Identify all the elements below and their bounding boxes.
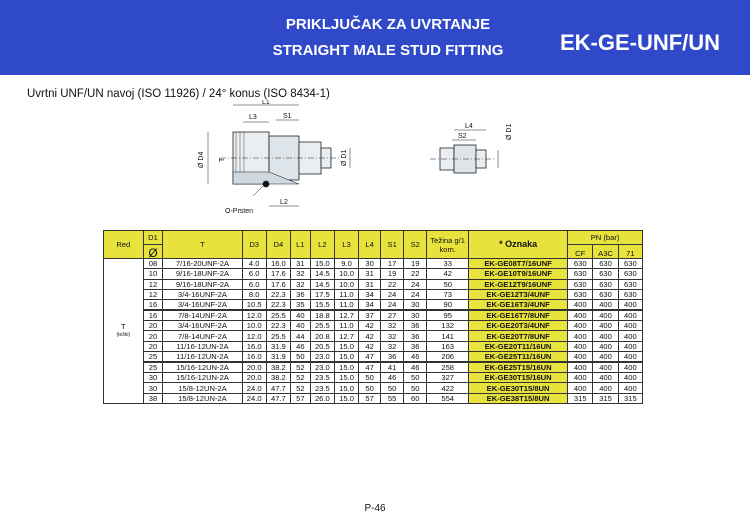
table-cell: 10: [143, 269, 163, 279]
label-l2: L2: [280, 199, 288, 206]
table-cell: 31.9: [266, 352, 290, 363]
table-cell: 15.0: [334, 352, 358, 363]
table-row: [104, 310, 643, 321]
table-cell: 22.3: [266, 300, 290, 311]
table-cell: 50: [381, 383, 404, 393]
table-cell: 14.5: [310, 279, 334, 289]
order-code-cell: EK-GE25T15/16UN: [469, 362, 568, 373]
table-cell: 60: [404, 393, 427, 403]
table-cell: 44: [290, 331, 310, 341]
table-cell: 20: [143, 341, 163, 351]
table-cell: 630: [618, 259, 642, 269]
table-cell: 7/8-14UNF-2A: [163, 310, 242, 321]
table-cell: 25: [143, 352, 163, 363]
table-cell: 57: [359, 393, 381, 403]
table-cell: 6.0: [242, 269, 266, 279]
table-cell: 19: [381, 269, 404, 279]
table-cell: 24: [404, 289, 427, 299]
spec-table-body: [104, 259, 643, 404]
table-cell: 16: [143, 310, 163, 321]
table-cell: 12.7: [334, 310, 358, 321]
table-cell: 11/16-12UN-2A: [163, 352, 242, 363]
order-code-cell: EK-GE20T7/8UNF: [469, 331, 568, 341]
table-cell: 47: [359, 362, 381, 373]
series-note: (teški): [116, 331, 131, 338]
label-s2: S2: [458, 133, 467, 140]
label-d1: Ø D1: [341, 149, 348, 166]
series-cell: [104, 259, 144, 404]
header-d3: D3: [242, 231, 266, 259]
header-d4: D4: [266, 231, 290, 259]
table-row: [104, 289, 643, 299]
label-d4: Ø D4: [198, 151, 205, 168]
table-cell: 30: [404, 310, 427, 321]
label-s1: S1: [283, 113, 292, 120]
table-cell: 16.0: [266, 259, 290, 269]
table-row: [104, 269, 643, 279]
table-cell: 206: [427, 352, 469, 363]
table-cell: 400: [568, 300, 593, 311]
table-row: [104, 341, 643, 351]
order-code-cell: EK-GE38T15/8UN: [469, 393, 568, 403]
table-cell: 7/8-14UNF-2A: [163, 331, 242, 341]
table-cell: 34: [359, 289, 381, 299]
header-cf: CF: [568, 245, 593, 259]
table-cell: 400: [593, 383, 618, 393]
order-code-cell: EK-GE16T3/4UNF: [469, 300, 568, 311]
table-row: [104, 300, 643, 311]
table-cell: 35: [290, 300, 310, 311]
table-cell: 400: [618, 341, 642, 351]
table-cell: 15.5: [310, 300, 334, 311]
table-cell: 12: [143, 279, 163, 289]
table-cell: 26.0: [310, 393, 334, 403]
header-71: 71: [618, 245, 642, 259]
header-l2: L2: [310, 231, 334, 259]
table-cell: 630: [593, 269, 618, 279]
table-cell: 400: [568, 321, 593, 331]
table-cell: 31.9: [266, 341, 290, 351]
product-code: EK-GE-UNF/UN: [559, 30, 721, 55]
table-row: [104, 393, 643, 403]
table-cell: 47.7: [266, 383, 290, 393]
table-cell: 55: [381, 393, 404, 403]
table-cell: 400: [618, 383, 642, 393]
table-cell: 27: [381, 310, 404, 321]
table-cell: 30: [143, 373, 163, 383]
table-cell: 52: [290, 383, 310, 393]
table-cell: 15/8-12UN-2A: [163, 383, 242, 393]
order-code-cell: EK-GE30T15/8UN: [469, 383, 568, 393]
table-cell: 22: [404, 269, 427, 279]
table-cell: 17.6: [266, 279, 290, 289]
table-cell: 34: [359, 300, 381, 311]
table-cell: 3/4-16UNF-2A: [163, 321, 242, 331]
table-cell: 37: [359, 310, 381, 321]
table-cell: 630: [593, 289, 618, 299]
table-cell: 15.0: [334, 383, 358, 393]
table-cell: 25.5: [266, 310, 290, 321]
subtitle: Uvrtni UNF/UN navoj (ISO 11926) / 24° konus (ISO 8434-1): [27, 88, 330, 100]
table-cell: 33: [427, 259, 469, 269]
table-cell: 20.5: [310, 341, 334, 351]
table-cell: 17.6: [266, 269, 290, 279]
table-cell: 46: [290, 341, 310, 351]
table-cell: 8.0: [242, 289, 266, 299]
table-cell: 30: [359, 259, 381, 269]
page-number: P-46: [364, 503, 386, 514]
table-cell: 400: [568, 352, 593, 363]
title-line-2: STRAIGHT MALE STUD FITTING: [272, 42, 504, 59]
table-cell: 400: [593, 331, 618, 341]
table-cell: 315: [618, 393, 642, 403]
header-phi: Ø: [143, 245, 163, 259]
table-cell: 23.0: [310, 362, 334, 373]
table-cell: 400: [568, 341, 593, 351]
table-cell: 47.7: [266, 393, 290, 403]
table-cell: 3/4-16UNF-2A: [163, 300, 242, 311]
table-cell: 50: [427, 279, 469, 289]
table-cell: 32: [381, 341, 404, 351]
table-cell: 32: [381, 321, 404, 331]
table-cell: 400: [618, 362, 642, 373]
table-cell: 11.0: [334, 300, 358, 311]
table-cell: 36: [404, 331, 427, 341]
table-cell: 90: [427, 300, 469, 311]
table-cell: 315: [593, 393, 618, 403]
table-cell: 400: [593, 341, 618, 351]
table-cell: 315: [568, 393, 593, 403]
technical-drawing: [190, 100, 550, 230]
order-code-cell: EK-GE25T11/16UN: [469, 352, 568, 363]
header-l1: L1: [290, 231, 310, 259]
o-ring-mark: [263, 181, 269, 187]
table-cell: 30: [404, 300, 427, 311]
table-cell: 73: [427, 289, 469, 299]
table-cell: 10.0: [334, 279, 358, 289]
header-oznaka: * Oznaka: [469, 231, 568, 259]
table-cell: 12.0: [242, 310, 266, 321]
table-cell: 7/16-20UNF-2A: [163, 259, 242, 269]
label-d1-side: Ø D1: [506, 123, 513, 140]
table-cell: 20.0: [242, 362, 266, 373]
table-cell: 258: [427, 362, 469, 373]
table-cell: 46: [404, 352, 427, 363]
table-cell: 630: [618, 289, 642, 299]
table-row: [104, 331, 643, 341]
table-cell: 422: [427, 383, 469, 393]
spec-table: [103, 230, 643, 404]
table-cell: 15.0: [334, 393, 358, 403]
header-s2: S2: [404, 231, 427, 259]
table-cell: 46: [381, 373, 404, 383]
order-code-cell: EK-GE12T9/16UNF: [469, 279, 568, 289]
table-cell: 10.0: [334, 269, 358, 279]
table-cell: 9/16-18UNF-2A: [163, 269, 242, 279]
table-cell: 400: [568, 373, 593, 383]
table-cell: 10.5: [242, 300, 266, 311]
table-cell: 132: [427, 321, 469, 331]
table-cell: 20: [143, 331, 163, 341]
table-cell: 22: [381, 279, 404, 289]
table-cell: 19: [404, 259, 427, 269]
table-row: [104, 373, 643, 383]
table-row: [104, 259, 643, 269]
order-code-cell: EK-GE20T11/16UN: [469, 341, 568, 351]
header-red: Red: [104, 231, 144, 259]
table-cell: 08: [143, 259, 163, 269]
table-cell: 163: [427, 341, 469, 351]
table-cell: 95: [427, 310, 469, 321]
table-cell: 15.0: [334, 373, 358, 383]
table-cell: 38.2: [266, 362, 290, 373]
table-cell: 400: [593, 373, 618, 383]
table-cell: 400: [618, 300, 642, 311]
order-code-cell: EK-GE30T15/16UN: [469, 373, 568, 383]
table-cell: 14.5: [310, 269, 334, 279]
table-cell: 141: [427, 331, 469, 341]
table-cell: 12: [143, 289, 163, 299]
table-cell: 400: [568, 383, 593, 393]
table-cell: 400: [568, 362, 593, 373]
table-cell: 400: [593, 352, 618, 363]
table-cell: 32: [381, 331, 404, 341]
table-cell: 38: [143, 393, 163, 403]
table-cell: 23.5: [310, 373, 334, 383]
table-cell: 36: [290, 289, 310, 299]
table-cell: 17.5: [310, 289, 334, 299]
table-cell: 400: [618, 331, 642, 341]
table-cell: 327: [427, 373, 469, 383]
table-cell: 42: [359, 341, 381, 351]
order-code-cell: EK-GE12T3/4UNF: [469, 289, 568, 299]
table-cell: 400: [568, 331, 593, 341]
table-cell: 12.7: [334, 331, 358, 341]
table-cell: 400: [618, 321, 642, 331]
table-cell: 20.8: [310, 331, 334, 341]
table-cell: 11/16-12UN-2A: [163, 341, 242, 351]
table-cell: 11.0: [334, 321, 358, 331]
order-code-cell: EK-GE08T7/16UNF: [469, 259, 568, 269]
table-cell: 554: [427, 393, 469, 403]
table-cell: 630: [568, 289, 593, 299]
table-cell: 52: [290, 373, 310, 383]
table-cell: 50: [404, 373, 427, 383]
table-cell: 4.0: [242, 259, 266, 269]
table-row: [104, 352, 643, 363]
table-cell: 15/8-12UN-2A: [163, 393, 242, 403]
table-row: [104, 383, 643, 393]
table-cell: 15/16-12UN-2A: [163, 373, 242, 383]
table-cell: 31: [290, 259, 310, 269]
table-cell: 24.0: [242, 383, 266, 393]
table-cell: 57: [290, 393, 310, 403]
table-cell: 400: [618, 373, 642, 383]
table-cell: 400: [568, 310, 593, 321]
table-cell: 32: [290, 279, 310, 289]
table-cell: 16: [143, 300, 163, 311]
table-cell: 40: [290, 321, 310, 331]
table-cell: 22.3: [266, 321, 290, 331]
header-s1: S1: [381, 231, 404, 259]
table-row: [104, 321, 643, 331]
series-label: T: [120, 321, 126, 331]
table-cell: 50: [359, 373, 381, 383]
table-cell: 20: [143, 321, 163, 331]
table-cell: 630: [618, 269, 642, 279]
table-cell: 36: [381, 352, 404, 363]
header-pn: PN (bar): [568, 231, 643, 245]
table-cell: 20.0: [242, 373, 266, 383]
table-cell: 40: [290, 310, 310, 321]
order-code-cell: EK-GE16T7/8UNF: [469, 310, 568, 321]
table-cell: 42: [359, 331, 381, 341]
table-cell: 46: [404, 362, 427, 373]
table-cell: 400: [593, 310, 618, 321]
table-cell: 400: [593, 321, 618, 331]
order-code-cell: EK-GE20T3/4UNF: [469, 321, 568, 331]
table-cell: 42: [359, 321, 381, 331]
header-banner: [0, 0, 750, 75]
table-cell: 18.8: [310, 310, 334, 321]
table-cell: 630: [593, 279, 618, 289]
title-line-1: PRIKLJUČAK ZA UVRTANJE: [285, 16, 491, 33]
table-cell: 24.0: [242, 393, 266, 403]
table-cell: 630: [618, 279, 642, 289]
table-cell: 30: [143, 383, 163, 393]
table-cell: 24: [381, 300, 404, 311]
label-l1: L1: [262, 100, 270, 106]
table-cell: 17: [381, 259, 404, 269]
table-cell: 24: [404, 279, 427, 289]
table-cell: 23.0: [310, 352, 334, 363]
table-cell: 16.0: [242, 341, 266, 351]
table-cell: 36: [404, 341, 427, 351]
table-cell: 15.0: [334, 362, 358, 373]
header-l3: L3: [334, 231, 358, 259]
table-cell: 630: [593, 259, 618, 269]
label-l3: L3: [249, 114, 257, 121]
table-cell: 10.0: [242, 321, 266, 331]
table-cell: 41: [381, 362, 404, 373]
table-cell: 400: [618, 352, 642, 363]
table-cell: 25: [143, 362, 163, 373]
table-cell: 23.5: [310, 383, 334, 393]
table-cell: 50: [404, 383, 427, 393]
table-cell: 22.3: [266, 289, 290, 299]
table-cell: 32: [290, 269, 310, 279]
table-cell: 3/4-16UNF-2A: [163, 289, 242, 299]
table-cell: 15/16-12UN-2A: [163, 362, 242, 373]
table-row: [104, 362, 643, 373]
table-cell: 11.0: [334, 289, 358, 299]
table-cell: 9.0: [334, 259, 358, 269]
table-cell: 630: [568, 279, 593, 289]
header-t: T: [163, 231, 242, 259]
table-cell: 36: [404, 321, 427, 331]
table-cell: 31: [359, 279, 381, 289]
table-cell: 400: [593, 362, 618, 373]
table-cell: 16.0: [242, 352, 266, 363]
table-cell: 630: [568, 259, 593, 269]
table-cell: 50: [359, 383, 381, 393]
header-weight: Težina g/1 kom.: [427, 231, 469, 259]
header-a3c: A3C: [593, 245, 618, 259]
table-cell: 400: [618, 310, 642, 321]
table-cell: 50: [290, 352, 310, 363]
table-cell: 24: [381, 289, 404, 299]
table-cell: 15.0: [334, 341, 358, 351]
table-cell: 15.0: [310, 259, 334, 269]
table-cell: 25.5: [266, 331, 290, 341]
table-cell: 400: [593, 300, 618, 311]
header-d1: D1: [143, 231, 163, 245]
table-cell: 9/16-18UNF-2A: [163, 279, 242, 289]
header-l4: L4: [359, 231, 381, 259]
table-cell: 52: [290, 362, 310, 373]
table-cell: 25.5: [310, 321, 334, 331]
label-l4: L4: [465, 123, 473, 130]
label-o-ring: O-Prsten: [225, 208, 254, 215]
table-cell: 38.2: [266, 373, 290, 383]
table-row: [104, 279, 643, 289]
label-t: T: [219, 157, 226, 162]
page-title: [248, 12, 528, 64]
table-cell: 47: [359, 352, 381, 363]
table-cell: 6.0: [242, 279, 266, 289]
table-cell: 630: [568, 269, 593, 279]
table-cell: 31: [359, 269, 381, 279]
order-code-cell: EK-GE10T9/16UNF: [469, 269, 568, 279]
table-cell: 42: [427, 269, 469, 279]
table-cell: 12.0: [242, 331, 266, 341]
